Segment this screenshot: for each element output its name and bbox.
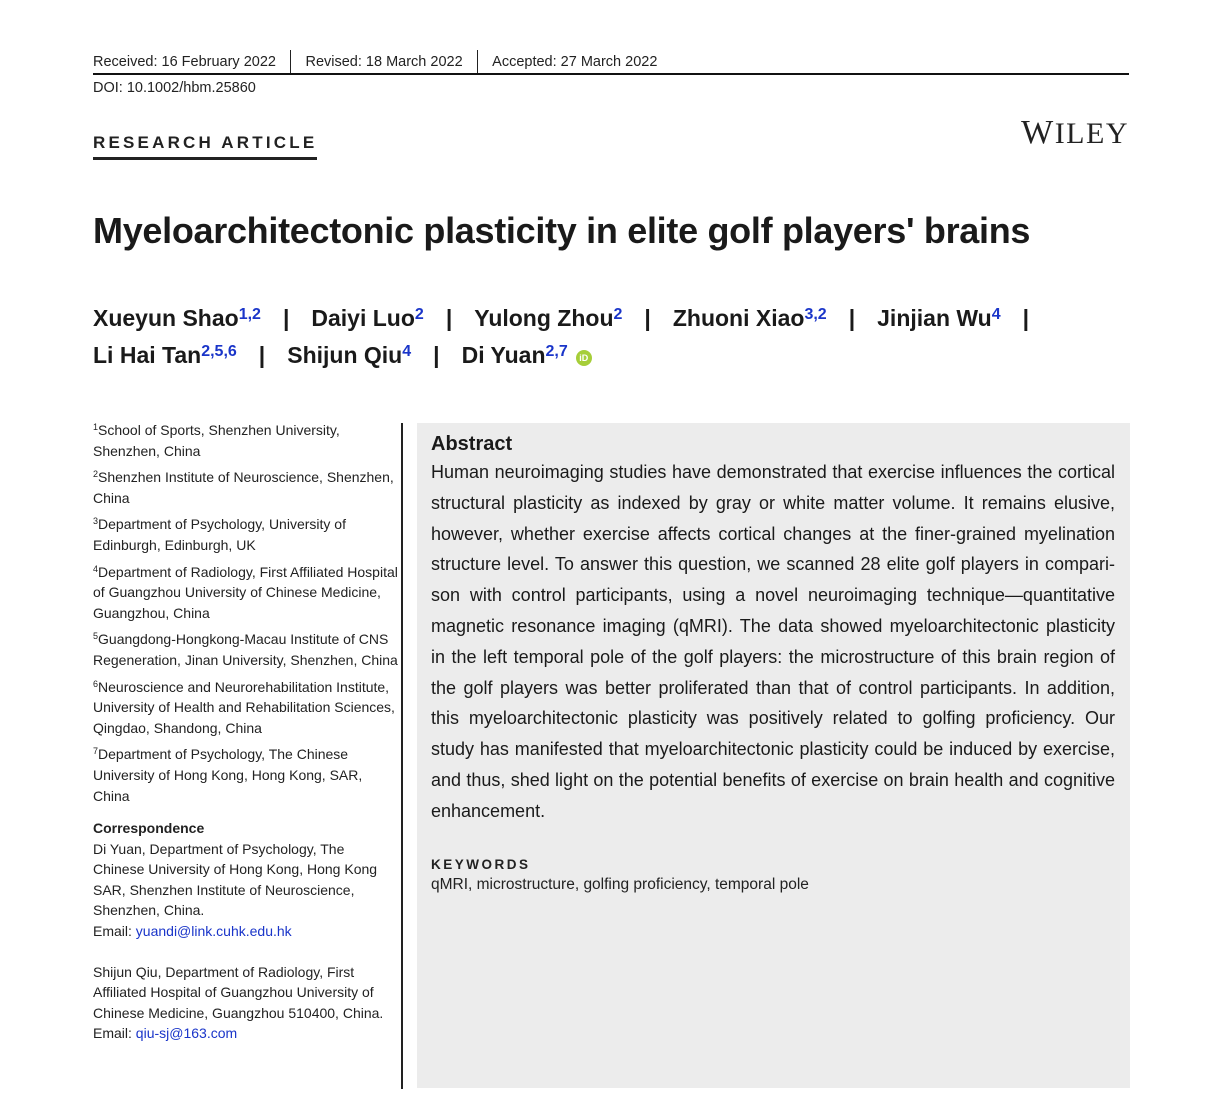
paper-title: Myeloarchitectonic plasticity in elite golf players' brains [93, 210, 1031, 251]
correspondence-entry: Di Yuan, Department of Psychology, The Chinese University of Hong Kong, Hong Kong SAR, Shenzhen Institute of Neuroscience, Shenzhen, China. Email: yuandi@link.cuhk.edu.hk [93, 840, 378, 940]
keywords-heading: KEYWORDS [431, 856, 531, 872]
orcid-icon[interactable]: iD [576, 350, 592, 366]
affiliation: $^1$School of Sports, Shenzhen University, Shenzhen, China [93, 422, 340, 459]
date-separator [290, 50, 292, 74]
email-link[interactable]: qiu-sj@163.com [135, 1025, 238, 1042]
author-name: Daiyi Luo$^2$ [311, 305, 424, 331]
affiliation: $^2$Shenzhen Institute of Neuroscience, Shenzhen, China [93, 469, 394, 506]
affiliation: $^7$Department of Psychology, The Chinese University of Hong Kong, Hong Kong, SAR, China [93, 746, 363, 804]
keywords-text: qMRI, microstructure, golfing proficiency, temporal pole [431, 875, 809, 893]
author-list [93, 300, 1133, 374]
author-separator: | [433, 342, 440, 368]
author-name: Shijun Qiu$^4$ [287, 342, 412, 368]
correspondence-entry: Shijun Qiu, Department of Radiology, First Affiliated Hospital of Guangzhou University of Chinese Medicine, Guangzhou 510400, China. Email: qiu-sj@163.com [93, 963, 384, 1042]
affiliations-column [93, 420, 398, 1044]
author-name: Jinjian Wu$^4$ [877, 305, 1001, 331]
author-separator: | [1022, 305, 1030, 331]
author-separator: | [258, 342, 266, 368]
author-separator: | [644, 305, 651, 331]
article-type-label: RESEARCH ARTICLE [93, 133, 317, 160]
author-name: Di Yuan$^{2,7}$ [461, 342, 568, 368]
author-separator: | [445, 305, 453, 331]
affiliation: $^5$Guangdong-Hongkong-Macau Institute of CNS Regeneration, Jinan University, Shenzhen, China [93, 631, 398, 668]
author-name: Li Hai Tan$^{2,5,6}$ [93, 342, 237, 368]
email-link[interactable]: yuandi@link.cuhk.edu.hk [135, 923, 292, 940]
abstract-box [417, 423, 1130, 1088]
doi: DOI: 10.1002/hbm.25860 [93, 80, 256, 96]
revised-date: Revised: 18 March 2022 [305, 54, 463, 70]
received-date: Received: 16 February 2022 [93, 54, 276, 70]
header-rule [93, 73, 1129, 75]
author-name: Yulong Zhou$^2$ [474, 305, 623, 331]
date-separator [477, 50, 479, 74]
accepted-date: Accepted: 27 March 2022 [492, 54, 658, 70]
column-divider [401, 423, 403, 1089]
author-separator: | [848, 305, 856, 331]
affiliation: $^6$Neuroscience and Neurorehabilitation Institute, University of Health and Rehabilitation Sciences, Qingdao, Shandong, China [93, 678, 395, 736]
author-separator: | [282, 305, 290, 331]
correspondence-heading: Correspondence [93, 820, 205, 837]
dates-row [93, 50, 1129, 74]
abstract-text: Human neuroimaging studies have demonstrated that exercise influences the cortical structural plasticity as indexed by gray or white matter volume. It remains elusive, however, whether exercise affects cortical changes at the finer-grained myelination structure level. To answer this question, we scanned 28 elite golf players in comparison with control participants, using a novel neuroimaging technique—quantitative magnetic resonance imaging (qMRI). The data showed myeloarchitectonic plasticity in the left temporal pole of the golf players: the microstructure of this brain region of the golf players was better proliferated than that of control participants. In addition, this myeloarchitectonic plasticity was positively related to golfing proficiency. Our study has manifested that myeloarchitectonic plasticity could be induced by exercise, and thus, shed light on the potential benefits of exercise on brain health and cognitive enhancement. [431, 462, 1115, 821]
affiliation: $^4$Department of Radiology, First Affiliated Hospital of Guangzhou University of Chinese Medicine, Guangzhou, China [93, 563, 398, 621]
author-name: Zhuoni Xiao$^{3,2}$ [672, 305, 827, 331]
abstract-heading: Abstract [431, 433, 513, 455]
author-name: Xueyun Shao$^{1,2}$ [93, 305, 261, 331]
wiley-logo: WILEY [1021, 114, 1129, 151]
affiliation: $^3$Department of Psychology, University of Edinburgh, Edinburgh, UK [93, 516, 346, 553]
